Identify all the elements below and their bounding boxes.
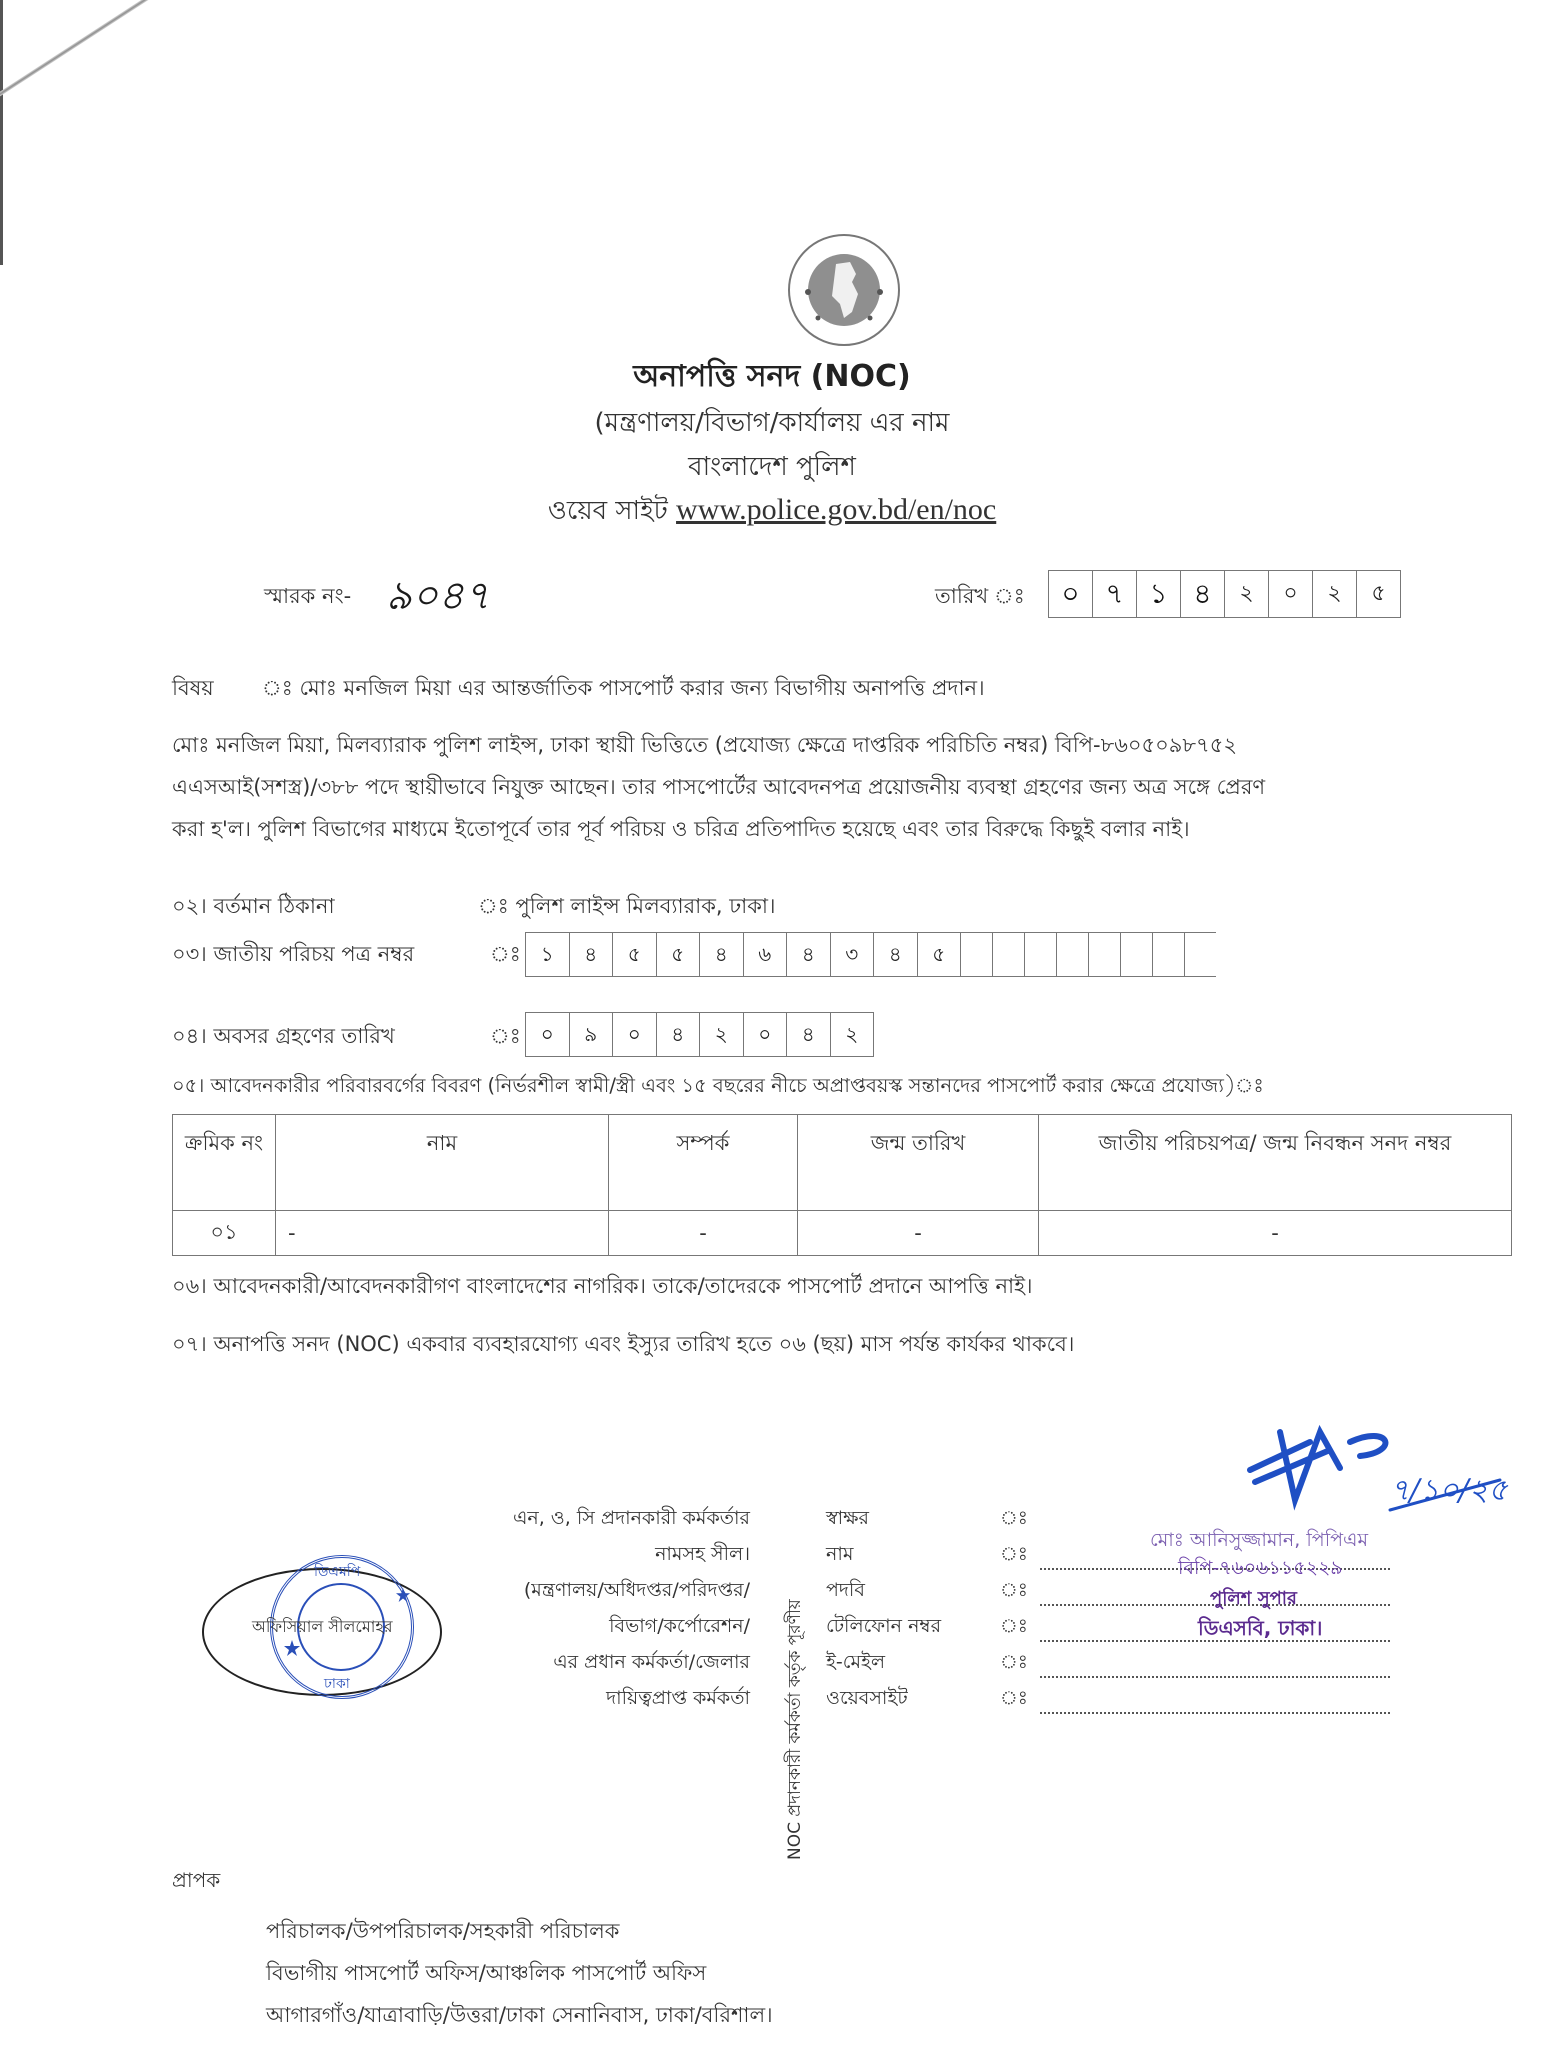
digit-box: ৪ bbox=[1181, 571, 1225, 617]
digit-box: ০ bbox=[613, 1013, 657, 1056]
family-table-header bbox=[173, 1115, 1512, 1211]
seal-ring-bottom-text: ঢাকা bbox=[324, 1676, 350, 1692]
recipient-line: পরিচালক/উপপরিচালক/সহকারী পরিচালক bbox=[266, 1919, 620, 1943]
col-relation: সম্পর্ক bbox=[609, 1115, 798, 1211]
empty-digit-box bbox=[993, 933, 1025, 976]
instruction-line: দায়িত্বপ্রাপ্ত কর্মকর্তা bbox=[606, 1687, 750, 1709]
instruction-line: নামসহ সীল। bbox=[655, 1543, 750, 1565]
label-website: ওয়েবসাইট bbox=[826, 1687, 908, 1709]
subject-text: ঃ মোঃ মনজিল মিয়া এর আন্তর্জাতিক পাসপোর্ট করার জন্য বিভাগীয় অনাপত্তি প্রদান। bbox=[262, 676, 985, 700]
subject-label: বিষয় bbox=[172, 676, 214, 700]
empty-digit-box bbox=[1153, 933, 1185, 976]
digit-box: ২ bbox=[1313, 571, 1357, 617]
digit-box: ৪ bbox=[787, 933, 831, 976]
digit-box: ২ bbox=[1225, 571, 1269, 617]
label-name: নাম bbox=[826, 1543, 854, 1565]
digit-box: ৪ bbox=[570, 933, 614, 976]
col-birth-date: জন্ম তারিখ bbox=[798, 1115, 1039, 1211]
paper-fold-line bbox=[0, 0, 313, 122]
retirement-date-boxes bbox=[525, 1012, 874, 1057]
instruction-line: এন, ও, সি প্রদানকারী কর্মকর্তার bbox=[512, 1507, 750, 1529]
instruction-line: বিভাগ/কর্পোরেশন/ bbox=[609, 1615, 750, 1637]
digit-box: ২ bbox=[845, 1022, 859, 1046]
retirement-label: ০৪। অবসর গ্রহণের তারিখ bbox=[172, 1024, 395, 1048]
document-title: অনাপত্তি সনদ (NOC) bbox=[633, 359, 911, 394]
colon: ঃ bbox=[1000, 1507, 1028, 1529]
seal-star-icon bbox=[396, 1588, 410, 1602]
body-line: এএসআই(সশস্ত্র)/৩৮৮ পদে স্থায়ীভাবে নিযুক্ত আছেন। তার পাসপোর্টের আবেদনপত্র প্রয়োজনীয় ব্যবস্থা গ্রহণের জন্য অত্র সঙ্গে প্রেরণ bbox=[172, 775, 1266, 799]
office-line: (মন্ত্রণালয়/বিভাগ/কার্যালয় এর নাম bbox=[594, 408, 950, 438]
retirement-colon: ঃ bbox=[490, 1024, 521, 1048]
stamp-designation: পুলিশ সুপার bbox=[1210, 1588, 1297, 1609]
nid-label: ০৩। জাতীয় পরিচয় পত্র নম্বর bbox=[172, 942, 415, 966]
officer-field-labels bbox=[826, 1504, 941, 1720]
office-name: বাংলাদেশ পুলিশ bbox=[688, 452, 856, 482]
stamp-officer-name: মোঃ আনিসুজ্জামান, পিপিএম bbox=[1150, 1529, 1369, 1551]
nid-colon: ঃ bbox=[490, 942, 521, 966]
digit-box: ৭ bbox=[1093, 571, 1137, 617]
empty-digit-box bbox=[1089, 933, 1121, 976]
table-row bbox=[173, 1211, 1512, 1256]
nid-number-boxes bbox=[525, 932, 1216, 977]
digit-box: ৫ bbox=[918, 933, 962, 976]
cell-birth-date: - bbox=[798, 1211, 1039, 1256]
seal-ring-top-text: ডিএমপি bbox=[314, 1564, 361, 1580]
recipient-line: আগারগাঁও/যাত্রাবাড়ি/উত্তরা/ঢাকা সেনানিবাস, ঢাকা/বরিশাল। bbox=[266, 2003, 773, 2027]
col-name: নাম bbox=[276, 1115, 609, 1211]
memo-label: স্মারক নং- bbox=[264, 584, 352, 608]
stamp-bp-number: বিপি-৭৬০৬১১৫২২৯ bbox=[1178, 1557, 1343, 1579]
body-line: মোঃ মনজিল মিয়া, মিলব্যারাক পুলিশ লাইন্স, ঢাকা স্থায়ী ভিত্তিতে (প্রযোজ্য ক্ষেত্রে দাপ্তরিক পরিচিতি নম্বর) বিপি-৮৬০৫০৯৮৭৫২ bbox=[172, 733, 1237, 757]
officer-field-colons bbox=[1000, 1504, 1028, 1720]
government-emblem-icon bbox=[786, 232, 902, 348]
col-serial: ক্রমিক নং bbox=[173, 1115, 276, 1211]
digit-box: ২ bbox=[700, 1013, 744, 1056]
instruction-line: (মন্ত্রণালয়/অধিদপ্তর/পরিদপ্তর/ bbox=[523, 1579, 750, 1601]
label-designation: পদবি bbox=[826, 1579, 865, 1601]
website-line bbox=[1040, 1711, 1390, 1714]
family-table bbox=[172, 1114, 1512, 1256]
website-link[interactable]: www.police.gov.bd/en/noc bbox=[676, 493, 997, 526]
empty-digit-box bbox=[961, 933, 993, 976]
digit-box: ৪ bbox=[657, 1013, 701, 1056]
clause-06: ০৬। আবেদনকারী/আবেদনকারীগণ বাংলাদেশের নাগরিক। তাকে/তাদেরকে পাসপোর্ট প্রদানে আপত্তি নাই। bbox=[172, 1274, 1033, 1298]
empty-digit-box bbox=[1025, 933, 1057, 976]
scan-edge bbox=[0, 0, 3, 265]
digit-box: ০ bbox=[1269, 571, 1313, 617]
date-label: তারিখ ঃ bbox=[935, 584, 1025, 608]
website-label: ওয়েব সাইট bbox=[547, 496, 668, 526]
digit-box: ০ bbox=[744, 1013, 788, 1056]
col-nid-birthreg: জাতীয় পরিচয়পত্র/ জন্ম নিবন্ধন সনদ নম্বর bbox=[1039, 1115, 1512, 1211]
digit-box: ৩ bbox=[831, 933, 875, 976]
cell-relation: - bbox=[609, 1211, 798, 1256]
website-row bbox=[0, 490, 1544, 534]
vertical-note: NOC প্রদানকারী কর্মকর্তা কর্তৃক পূরণীয় bbox=[785, 1599, 805, 1860]
address-label: ০২। বর্তমান ঠিকানা bbox=[172, 894, 335, 918]
body-line: করা হ'ল। পুলিশ বিভাগের মাধ্যমে ইতোপূর্বে তার পূর্ব পরিচয় ও চরিত্র প্রতিপাদিত হয়েছে এবং তার বিরুদ্ধে কিছুই বলার নাই। bbox=[172, 817, 1190, 841]
seal-star-icon bbox=[284, 1640, 300, 1656]
memo-number: ৯০৪৭ bbox=[386, 573, 490, 619]
digit-box: ০ bbox=[1049, 571, 1093, 617]
stamp-office: ডিএসবি, ঢাকা। bbox=[1198, 1616, 1323, 1640]
signature-date: ৭/১০/২৫ bbox=[1390, 1473, 1508, 1508]
digit-box: ০ bbox=[526, 1013, 570, 1056]
digit-box: ৫ bbox=[1371, 581, 1386, 606]
label-email: ই-মেইল bbox=[826, 1651, 886, 1673]
instruction-line: এর প্রধান কর্মকর্তা/জেলার bbox=[553, 1651, 750, 1673]
digit-box: ১ bbox=[1137, 571, 1181, 617]
recipient-label: প্রাপক bbox=[172, 1868, 221, 1892]
digit-box: ৪ bbox=[700, 933, 744, 976]
recipient-line: বিভাগীয় পাসপোর্ট অফিস/আঞ্চলিক পাসপোর্ট অফিস bbox=[266, 1961, 707, 1985]
colon: ঃ bbox=[1000, 1651, 1028, 1673]
label-telephone: টেলিফোন নম্বর bbox=[826, 1615, 942, 1637]
cell-nid: - bbox=[1039, 1211, 1512, 1256]
empty-digit-box bbox=[1185, 933, 1216, 976]
digit-box: ৫ bbox=[657, 933, 701, 976]
email-line bbox=[1040, 1675, 1390, 1678]
label-signature: স্বাক্ষর bbox=[826, 1507, 869, 1529]
clause-07: ০৭। অনাপত্তি সনদ (NOC) একবার ব্যবহারযোগ্য এবং ইস্যুর তারিখ হতে ০৬ (ছয়) মাস পর্যন্ত কার্যকর থাকবে। bbox=[172, 1332, 1075, 1356]
seal-placeholder-text: অফিসিয়াল সীলমোহর bbox=[252, 1617, 393, 1636]
issue-date-boxes bbox=[1048, 570, 1401, 618]
recipient-address bbox=[266, 1910, 773, 2036]
cell-serial: ০১ bbox=[173, 1211, 276, 1256]
empty-digit-box bbox=[1121, 933, 1153, 976]
cell-name: - bbox=[276, 1211, 609, 1256]
colon: ঃ bbox=[1000, 1543, 1028, 1565]
digit-box: ৯ bbox=[570, 1013, 614, 1056]
digit-box: ৬ bbox=[744, 933, 788, 976]
colon: ঃ bbox=[1000, 1615, 1028, 1637]
digit-box: ৪ bbox=[874, 933, 918, 976]
body-paragraph bbox=[172, 724, 1532, 850]
colon: ঃ bbox=[1000, 1579, 1028, 1601]
digit-box: ১ bbox=[526, 933, 570, 976]
colon: ঃ bbox=[1000, 1687, 1028, 1709]
family-details-label: ০৫। আবেদনকারীর পরিবারবর্গের বিবরণ (নির্ভরশীল স্বামী/স্ত্রী এবং ১৫ বছরের নীচে অপ্রাপ্তবয়স্ক সন্তানদের পাসপোর্ট করার ক্ষেত্রে প্রযোজ্য)ঃ bbox=[172, 1074, 1264, 1097]
empty-digit-box bbox=[1057, 933, 1089, 976]
digit-box: ৪ bbox=[787, 1013, 831, 1056]
digit-box: ৫ bbox=[613, 933, 657, 976]
address-value: ঃ পুলিশ লাইন্স মিলব্যারাক, ঢাকা। bbox=[478, 894, 776, 918]
